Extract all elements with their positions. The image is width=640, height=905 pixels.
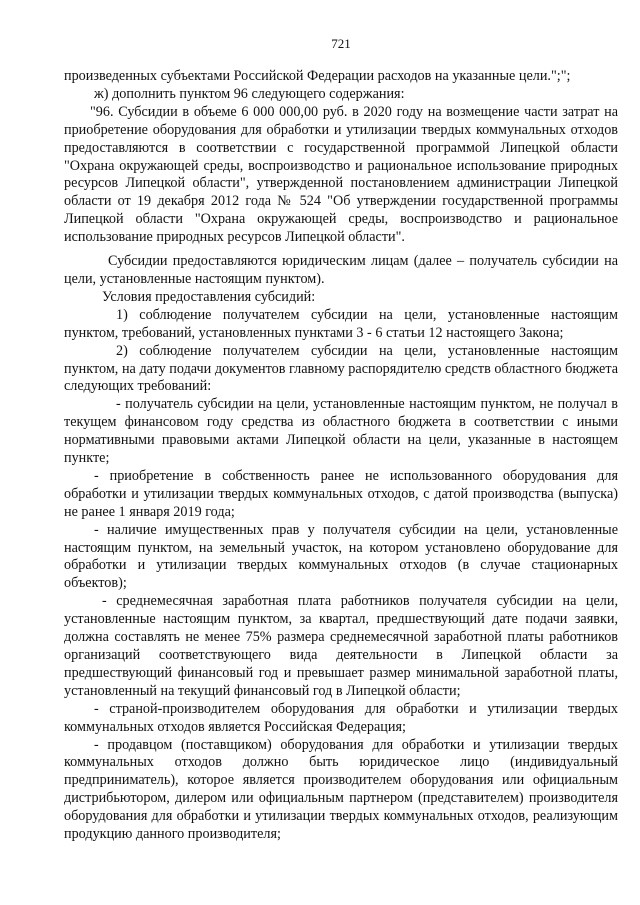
paragraph-requirement-seller: - продавцом (поставщиком) оборудования для обработки и утилизации твердых коммунальных отходов должно быть юридическое лицо (индивидуальный предприниматель), которое является производителем оборудования или официальным дистрибьютором, дилером или официальным партнером (представителем) производителя оборудования для обработки и утилизации твердых коммунальных отходов, реализующим продукцию данного производителя;: [64, 736, 618, 843]
paragraph-item-96: "96. Субсидии в объеме 6 000 000,00 руб. в 2020 году на возмещение части затрат на приобретение оборудования для обработки и утилизации твердых коммунальных отходов предоставляются в соответствии с государственной программой Липецкой области "Охрана окружающей среды, воспроизводство и рациональное использование природных ресурсов Липецкой области", утвержденной постановлением администрации Липецкой области от 19 декабря 2012 года № 524 "Об утверждении государственной программы Липецкой области "Охрана окружающей среды, воспроизводство и рациональное использование природных ресурсов Липецкой области".: [64, 103, 618, 246]
paragraph-conditions-heading: Условия предоставления субсидий:: [102, 288, 316, 305]
paragraph-requirement-new-equipment: - приобретение в собственность ранее не использованного оборудования для обработки и утилизации твердых коммунальных отходов, с датой производства (выпуска) не ранее 1 января 2019 года;: [64, 467, 618, 520]
paragraph-requirement-no-other-funds: - получатель субсидии на цели, установленные настоящим пунктом, не получал в текущем финансовом году средства из областного бюджета в соответствии с иными нормативными правовыми актами Липецкой области на цели, указанные в настоящем пункте;: [64, 396, 618, 467]
paragraph-amendment-intro: ж) дополнить пунктом 96 следующего содержания:: [94, 85, 405, 102]
paragraph-requirement-country: - страной-производителем оборудования для обработки и утилизации твердых коммунальных отходов является Российская Федерация;: [64, 700, 618, 735]
paragraph-requirement-salary: - среднемесячная заработная плата работников получателя субсидии на цели, установленные настоящим пунктом, за квартал, предшествующий дате подачи заявки, должна составлять не менее 75% размера среднемесячной заработной платы работников организаций соответствующего вида деятельности в Липецкой области за предшествующий финансовый год и превышает размер минимальной заработной платы, установленный на текущий финансовый год в Липецкой области;: [64, 593, 618, 699]
page-number: 721: [331, 36, 351, 51]
paragraph-continuation: произведенных субъектами Российской Федерации расходов на указанные цели.";";: [64, 68, 571, 84]
paragraph-condition-1: 1) соблюдение получателем субсидии на цели, установленные настоящим пунктом, требований, установленных пунктами 3 - 6 статьи 12 настоящего Закона;: [64, 306, 618, 341]
paragraph-requirement-land-rights: - наличие имущественных прав у получателя субсидии на цели, установленные настоящим пунктом, на земельный участок, на котором установлено оборудование для обработки и утилизации твердых коммунальных отходов (в случае стационарных объектов);: [64, 521, 618, 592]
paragraph-condition-2: 2) соблюдение получателем субсидии на цели, установленные настоящим пунктом, на дату подачи документов главному распорядителю средств областного бюджета следующих требований:: [64, 342, 618, 395]
paragraph-recipients: Субсидии предоставляются юридическим лицам (далее – получатель субсидии на цели, установленные настоящим пунктом).: [64, 253, 618, 287]
